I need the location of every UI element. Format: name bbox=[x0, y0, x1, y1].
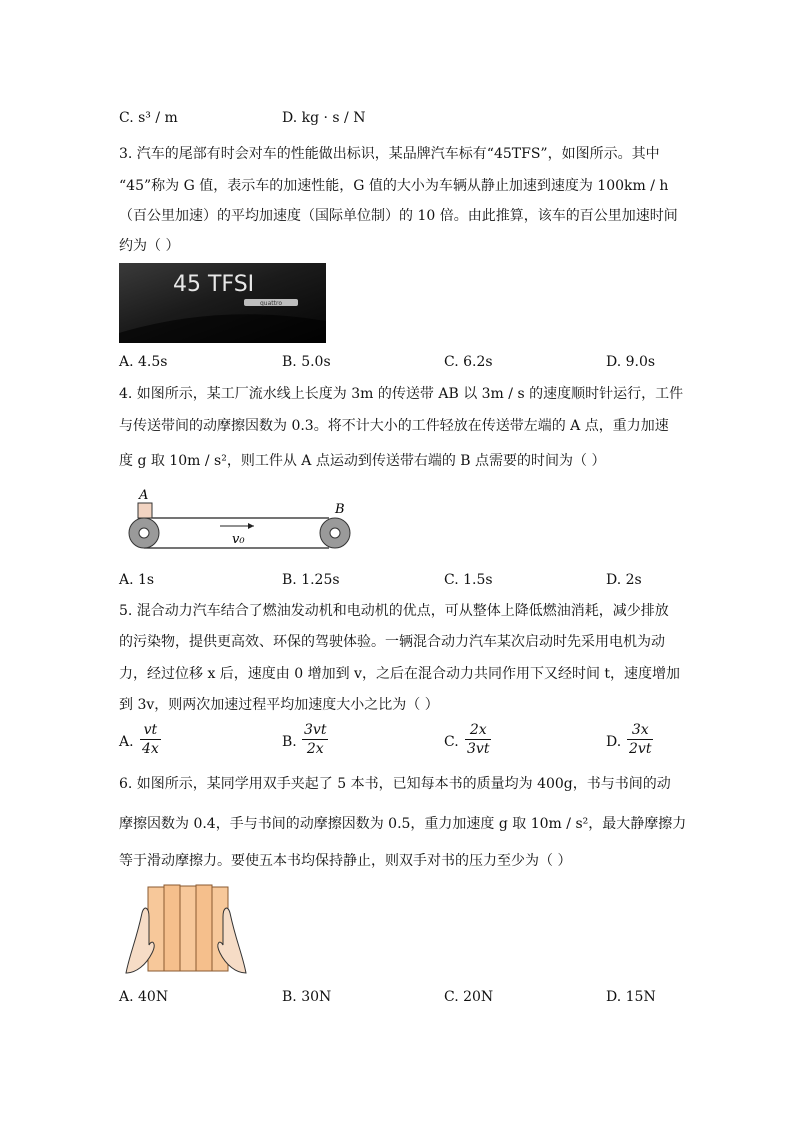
q6-option-d[interactable]: D. 15N bbox=[606, 989, 656, 1005]
q4-text-line-1: 4. 如图所示，某工厂流水线上长度为 3m 的传送带 AB 以 3m / s 的速度顺时针运行，工件 bbox=[119, 386, 684, 402]
q5-option-b-denominator: 2x bbox=[306, 741, 324, 757]
q5-option-c-fraction[interactable] bbox=[465, 721, 491, 758]
book-4 bbox=[196, 885, 212, 971]
right-pulley-hub bbox=[330, 528, 340, 538]
badge-sub-text: quattro bbox=[260, 300, 282, 307]
q4-option-b[interactable]: B. 1.25s bbox=[282, 572, 340, 588]
q3-text-line-1: 3. 汽车的尾部有时会对车的性能做出标识，某品牌汽车标有“45TFS”，如图所示。其中 bbox=[119, 146, 660, 162]
q5-option-b-fraction[interactable] bbox=[302, 721, 328, 758]
q5-option-a-denominator: 4x bbox=[142, 741, 159, 757]
q5-text-line-1: 5. 混合动力汽车结合了燃油发动机和电动机的优点，可从整体上降低燃油消耗，减少排放 bbox=[119, 603, 669, 619]
q4-option-c[interactable]: C. 1.5s bbox=[444, 572, 493, 588]
point-b-label: B bbox=[335, 502, 345, 517]
car-badge-svg bbox=[119, 263, 326, 343]
q6-option-a[interactable]: A. 40N bbox=[119, 989, 169, 1005]
q3-text-line-2: “45”称为 G 值，表示车的加速性能，G 值的大小为车辆从静止加速到速度为 100km / h bbox=[119, 178, 669, 194]
q4-text-line-3: 度 g 取 10m / s²，则工件从 A 点运动到传送带右端的 B 点需要的时间为（ ） bbox=[119, 453, 606, 469]
q5-option-d-denominator: 2vt bbox=[629, 741, 652, 757]
q5-option-a-letter[interactable]: A. bbox=[119, 734, 134, 750]
q5-option-b-numerator: 3vt bbox=[304, 722, 327, 738]
left-pulley-hub bbox=[139, 528, 149, 538]
q5-option-b-letter[interactable]: B. bbox=[282, 734, 297, 750]
q3-option-b[interactable]: B. 5.0s bbox=[282, 354, 331, 370]
q5-option-d-fraction[interactable] bbox=[627, 721, 653, 758]
velocity-label: v₀ bbox=[232, 532, 245, 547]
q4-text-line-2: 与传送带间的动摩擦因数为 0.3。将不计大小的工件轻放在传送带左端的 A 点，重力加速 bbox=[119, 418, 669, 434]
q3-text-line-4: 约为（ ） bbox=[119, 238, 180, 254]
q5-text-line-4: 到 3v，则两次加速过程平均加速度大小之比为（ ） bbox=[119, 697, 439, 713]
q6-option-b[interactable]: B. 30N bbox=[282, 989, 332, 1005]
q3-option-c[interactable]: C. 6.2s bbox=[444, 354, 493, 370]
q5-option-a-numerator: vt bbox=[140, 721, 161, 740]
q3-text-line-3: （百公里加速）的平均加速度（国际单位制）的 10 倍。由此推算，该车的百公里加速时间 bbox=[119, 208, 678, 224]
velocity-arrowhead bbox=[248, 523, 254, 529]
car-badge-photo bbox=[119, 263, 326, 343]
q2-option-c[interactable]: C. s³ / m bbox=[119, 110, 178, 126]
q5-option-d-letter[interactable]: D. bbox=[606, 734, 622, 750]
q3-option-d[interactable]: D. 9.0s bbox=[606, 354, 656, 370]
q5-text-line-2: 的污染物，提供更高效、环保的驾驶体验。一辆混合动力汽车某次启动时先采用电机为动 bbox=[119, 634, 665, 650]
q2-option-d[interactable]: D. kg · s / N bbox=[282, 110, 366, 126]
hands-holding-books-illustration bbox=[122, 883, 250, 979]
q6-text-line-1: 6. 如图所示，某同学用双手夹起了 5 本书，已知每本书的质量均为 400g，书与书间的动 bbox=[119, 776, 671, 792]
q4-option-d[interactable]: D. 2s bbox=[606, 572, 642, 588]
q5-option-c-letter[interactable]: C. bbox=[444, 734, 459, 750]
book-1 bbox=[148, 887, 164, 971]
q5-option-a-fraction[interactable] bbox=[140, 721, 161, 758]
q5-text-line-3: 力，经过位移 x 后，速度由 0 增加到 v，之后在混合动力共同作用下又经时间 t，速度增加 bbox=[119, 666, 681, 682]
q5-option-c-denominator: 3vt bbox=[467, 741, 490, 757]
workpiece-block bbox=[138, 503, 152, 518]
badge-text: 45 TFSI bbox=[173, 272, 255, 297]
point-a-label: A bbox=[139, 488, 149, 503]
book-3 bbox=[180, 886, 196, 971]
q6-text-line-3: 等于滑动摩擦力。要使五本书均保持静止，则双手对书的压力至少为（ ） bbox=[119, 853, 572, 869]
q4-option-a[interactable]: A. 1s bbox=[119, 572, 155, 588]
q5-option-c-numerator: 2x bbox=[465, 721, 491, 740]
conveyor-diagram bbox=[124, 488, 356, 554]
q5-option-d-numerator: 3x bbox=[627, 721, 653, 740]
q6-text-line-2: 摩擦因数为 0.4，手与书间的动摩擦因数为 0.5，重力加速度 g 取 10m / s²，最大静摩擦力 bbox=[119, 816, 687, 832]
q3-option-a[interactable]: A. 4.5s bbox=[119, 354, 168, 370]
book-2 bbox=[164, 885, 180, 971]
q6-option-c[interactable]: C. 20N bbox=[444, 989, 494, 1005]
